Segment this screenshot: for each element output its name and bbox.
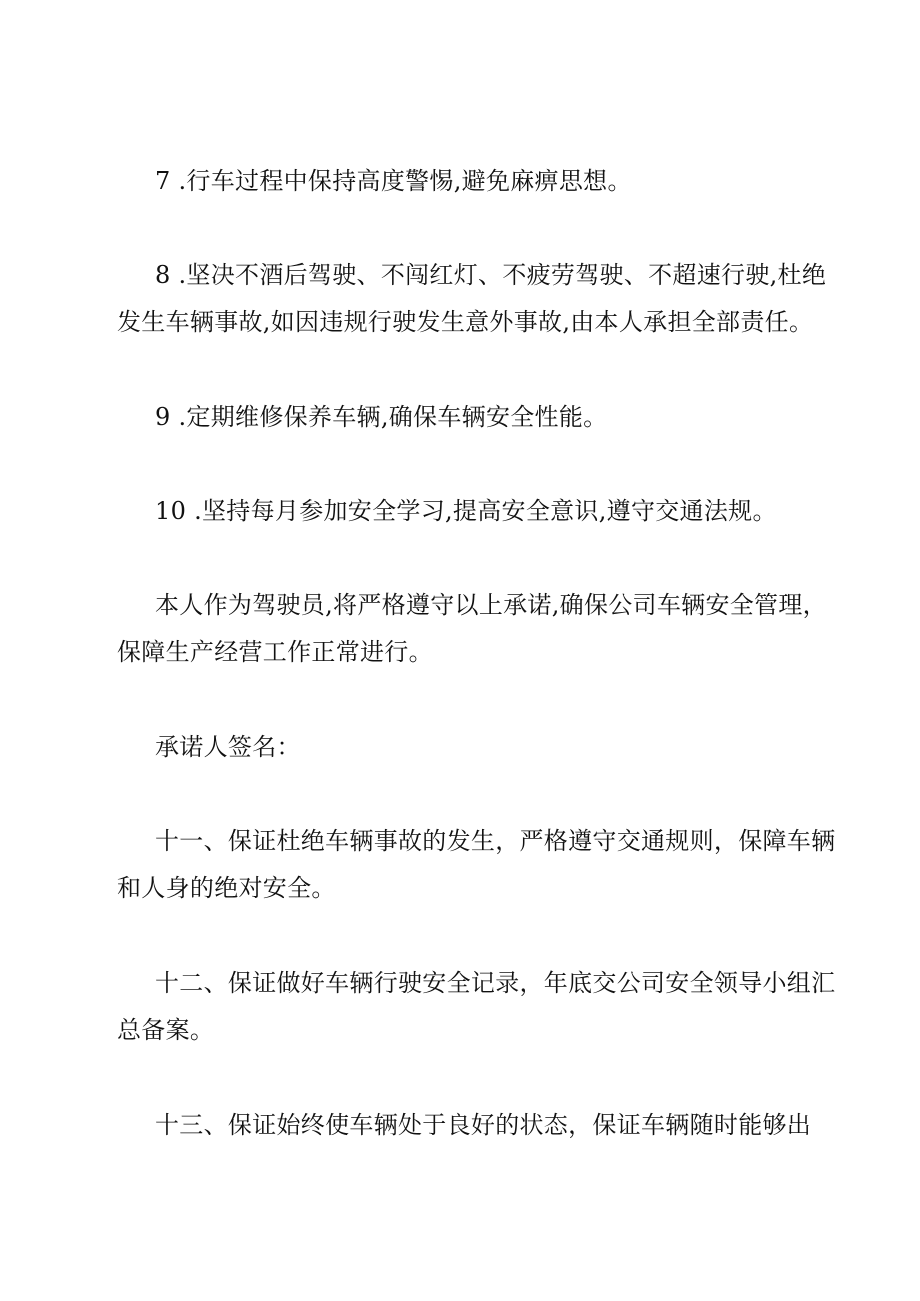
paragraph-line	[117, 960, 836, 1007]
paragraph-line	[117, 488, 807, 535]
paragraph-item-9	[117, 394, 807, 441]
paragraph-line	[117, 299, 814, 346]
paragraph-commitment	[117, 582, 827, 676]
paragraph-line	[117, 629, 807, 676]
line-text: 十二、保证做好车辆行驶安全记录，年底交公司安全领导小组汇	[155, 969, 836, 997]
line-text: 8 .坚决不酒后驾驶、不闯红灯、不疲劳驾驶、不超速行驶,杜绝	[155, 261, 827, 289]
line-text: 本人作为驾驶员,将严格遵守以上承诺,确保公司车辆安全管理，	[155, 591, 827, 619]
signature-label	[117, 724, 807, 771]
paragraph-line	[117, 582, 827, 629]
line-text: 承诺人签名：	[155, 733, 301, 761]
paragraph-line	[117, 252, 827, 299]
paragraph-item-12	[117, 960, 836, 1054]
paragraph-line	[117, 818, 836, 865]
line-text: 总备案。	[117, 1016, 215, 1044]
line-text: 十三、保证始终使车辆处于良好的状态，保证车辆随时能够出	[155, 1111, 812, 1139]
line-text: 十一、保证杜绝车辆事故的发生，严格遵守交通规则，保障车辆	[155, 827, 836, 855]
paragraph-line	[117, 865, 807, 912]
paragraph-item-8	[117, 252, 827, 346]
paragraph-line	[117, 724, 807, 771]
paragraph-item-11	[117, 818, 836, 912]
line-text: 保障生产经营工作正常进行。	[117, 638, 433, 666]
paragraph-line	[117, 1102, 812, 1149]
line-text: 发生车辆事故,如因违规行驶发生意外事故,由本人承担全部责任。	[117, 308, 814, 336]
line-text: 10 .坚持每月参加安全学习,提高安全意识,遵守交通法规。	[155, 497, 777, 525]
paragraph-line	[117, 1007, 807, 1054]
line-text: 7 .行车过程中保持高度警惕,避免麻痹思想。	[155, 167, 632, 195]
line-text: 和人身的绝对安全。	[117, 874, 336, 902]
paragraph-item-13	[117, 1102, 812, 1149]
line-text: 9 .定期维修保养车辆,确保车辆安全性能。	[155, 403, 608, 431]
paragraph-line	[117, 394, 807, 441]
paragraph-item-10	[117, 488, 807, 535]
paragraph-line	[117, 158, 807, 205]
paragraph-item-7	[117, 158, 807, 205]
